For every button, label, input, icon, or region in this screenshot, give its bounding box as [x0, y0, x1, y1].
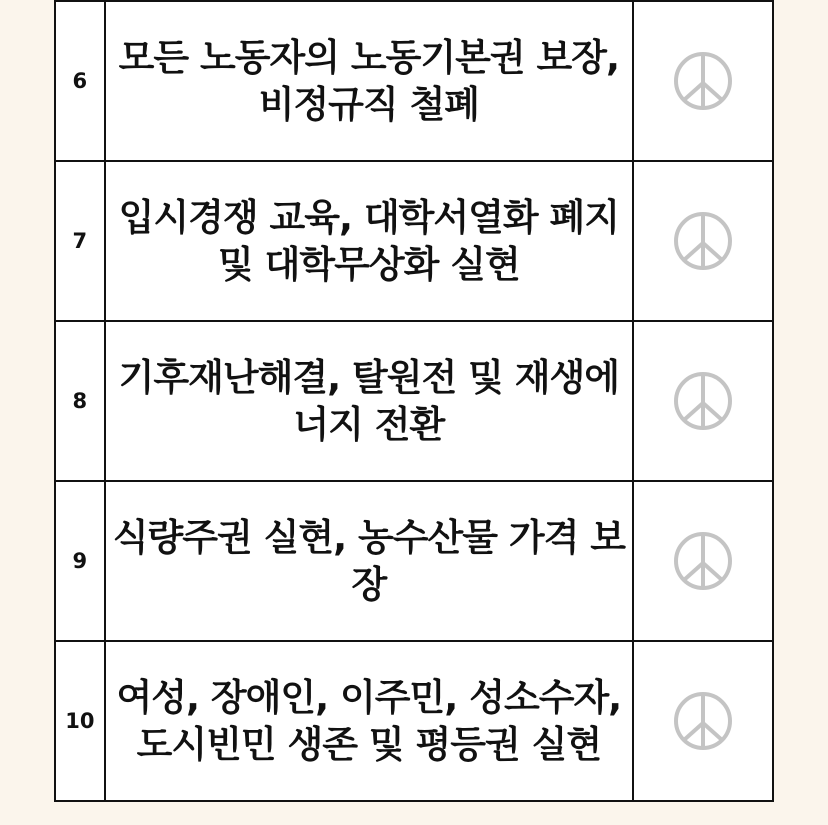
row-number: 8	[55, 321, 105, 481]
proposal-text: 입시경쟁 교육, 대학서열화 폐지 및 대학무상화 실현	[105, 161, 633, 321]
row-number: 9	[55, 481, 105, 641]
ballot-row	[55, 641, 773, 801]
vote-mark-cell[interactable]	[633, 641, 773, 801]
vote-mark-cell[interactable]	[633, 1, 773, 161]
ballot-stamp-icon	[671, 49, 735, 113]
row-number: 6	[55, 1, 105, 161]
vote-mark-cell[interactable]	[633, 481, 773, 641]
ballot-row	[55, 161, 773, 321]
row-number: 10	[55, 641, 105, 801]
proposal-text: 기후재난해결, 탈원전 및 재생에너지 전환	[105, 321, 633, 481]
vote-mark-cell[interactable]	[633, 161, 773, 321]
row-number: 7	[55, 161, 105, 321]
proposal-text: 모든 노동자의 노동기본권 보장, 비정규직 철폐	[105, 1, 633, 161]
ballot-row	[55, 321, 773, 481]
ballot-stamp-icon	[671, 209, 735, 273]
proposal-text: 여성, 장애인, 이주민, 성소수자, 도시빈민 생존 및 평등권 실현	[105, 641, 633, 801]
proposal-text: 식량주권 실현, 농수산물 가격 보장	[105, 481, 633, 641]
ballot-stamp-icon	[671, 369, 735, 433]
ballot-row	[55, 1, 773, 161]
ballot-row	[55, 481, 773, 641]
vote-mark-cell[interactable]	[633, 321, 773, 481]
ballot-table	[54, 0, 774, 802]
ballot-stamp-icon	[671, 529, 735, 593]
ballot-stamp-icon	[671, 689, 735, 753]
